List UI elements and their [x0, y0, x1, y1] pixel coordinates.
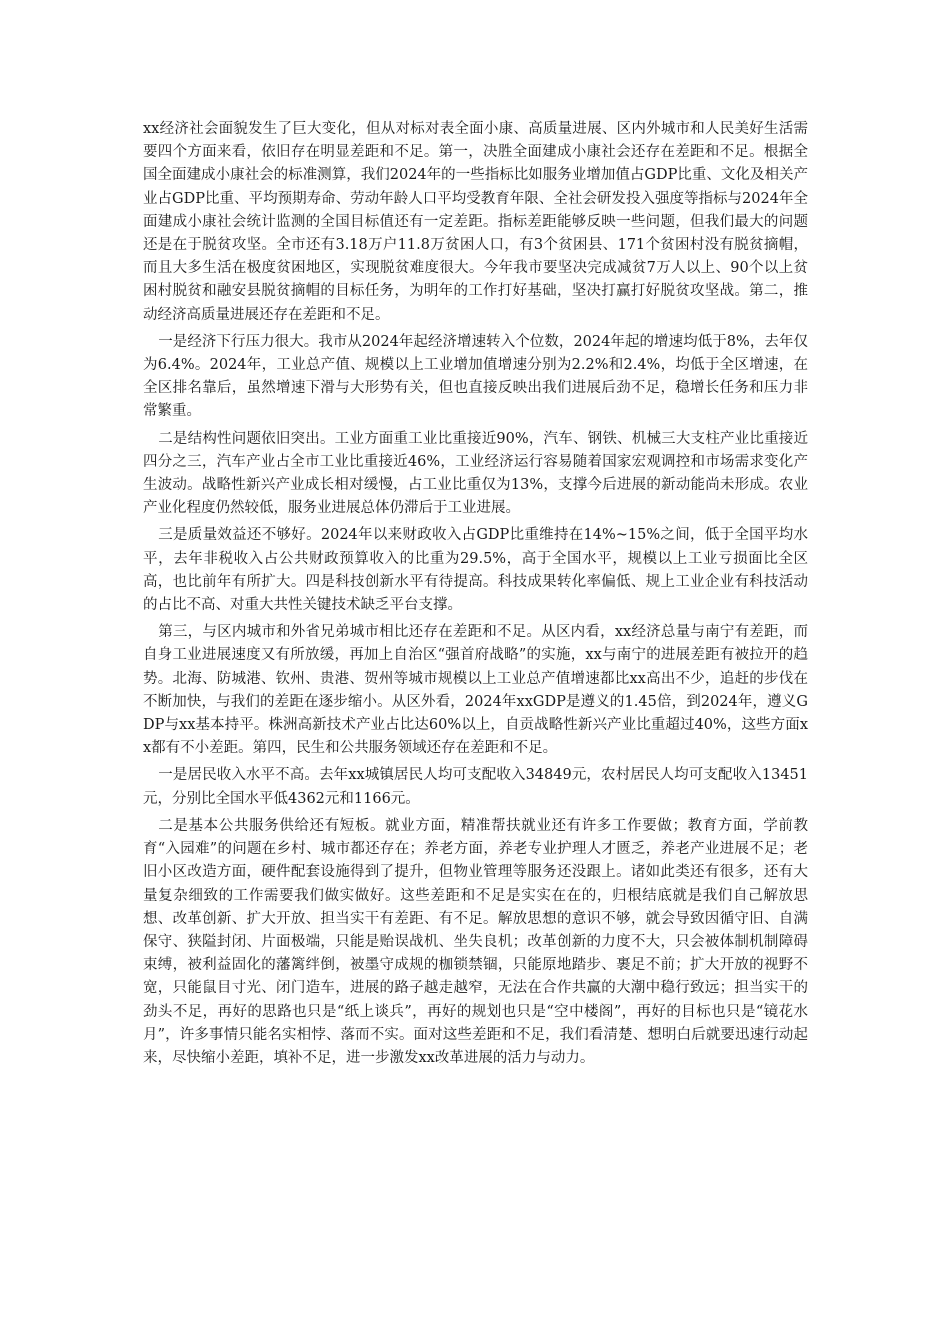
paragraph-economic-pressure: 一是经济下行压力很大。我市从2024年起经济增速转入个位数，2024年起的增速均低于8%，去年仅为6.4%。2024年，工业总产值、规模以上工业增加值增速分别为2.2%和2.4%，均低于全区增速，在全区排名靠后，虽然增速下滑与大形势有关，但也直接反映出我们进展后劲不足，稳增长任务和压力非常繁重。: [143, 333, 808, 420]
document-body: [143, 118, 808, 1070]
paragraph-city-comparison: 第三，与区内城市和外省兄弟城市相比还存在差距和不足。从区内看，xx经济总量与南宁有差距，而自身工业进展速度又有所放缓，再加上自治区“强首府战略”的实施，xx与南宁的进展差距有被拉开的趋势。北海、防城港、钦州、贵港、贺州等城市规模以上工业总产值增速都比xx高出不少，追赶的步伐在不断加快，与我们的差距在逐步缩小。从区外看，2024年xxGDP是遵义的1.45倍，到2024年，遵义GDP与xx基本持平。株洲高新技术产业占比达60%以上，自贡战略性新兴产业比重超过40%，这些方面xx都有不小差距。第四，民生和公共服务领域还存在差距和不足。: [143, 624, 808, 757]
paragraph-quality-efficiency: 三是质量效益还不够好。2024年以来财政收入占GDP比重维持在14%~15%之间，低于全国平均水平，去年非税收入占公共财政预算收入的比重为29.5%，高于全国水平，规模以上工业亏损面比全区高，也比前年有所扩大。四是科技创新水平有待提高。科技成果转化率偏低、规上工业企业有科技活动的占比不高、对重大共性关键技术缺乏平台支撑。: [143, 527, 808, 614]
paragraph-public-services: 二是基本公共服务供给还有短板。就业方面，精准帮扶就业还有许多工作要做；教育方面，学前教育“入园难”的问题在乡村、城市都还存在；养老方面，养老专业护理人才匮乏，养老产业进展不足；老旧小区改造方面，硬件配套设施得到了提升，但物业管理等服务还没跟上。诸如此类还有很多，还有大量复杂细致的工作需要我们做实做好。这些差距和不足是实实在在的，归根结底就是我们自己解放思想、改革创新、扩大开放、担当实干有差距、有不足。解放思想的意识不够，就会导致因循守旧、自满保守、狭隘封闭、片面极端，只能是贻误战机、坐失良机；改革创新的力度不大，只会被体制机制障碍束缚，被利益固化的藩篱绊倒，被墨守成规的枷锁禁锢，只能原地踏步、裹足不前；扩大开放的视野不宽，只能鼠目寸光、闭门造车，进展的路子越走越窄，无法在合作共赢的大潮中稳行致远；担当实干的劲头不足，再好的思路也只是“纸上谈兵”，再好的规划也只是“空中楼阁”，再好的目标也只是“镜花水月”，许多事情只能名实相悖、落而不实。面对这些差距和不足，我们看清楚、想明白后就要迅速行动起来，尽快缩小差距，填补不足，进一步激发xx改革进展的活力与动力。: [143, 817, 808, 1066]
paragraph-resident-income: 一是居民收入水平不高。去年xx城镇居民人均可支配收入34849元，农村居民人均可支配收入13451元，分别比全国水平低4362元和1166元。: [143, 767, 808, 807]
paragraph-intro: xx经济社会面貌发生了巨大变化，但从对标对表全面小康、高质量进展、区内外城市和人民美好生活需要四个方面来看，依旧存在明显差距和不足。第一，决胜全面建成小康社会还存在差距和不足。根据全国全面建成小康社会的标准测算，我们2024年的一些指标比如服务业增加值占GDP比重、文化及相关产业占GDP比重、平均预期寿命、劳动年龄人口平均受教育年限、全社会研发投入强度等指标与2024年全面建成小康社会统计监测的全国目标值还有一定差距。指标差距能够反映一些问题，但我们最大的问题还是在于脱贫攻坚。全市还有3.18万户11.8万贫困人口，有3个贫困县、171个贫困村没有脱贫摘帽，而且大多生活在极度贫困地区，实现脱贫难度很大。今年我市要坚决完成减贫7万人以上、90个以上贫困村脱贫和融安县脱贫摘帽的目标任务，为明年的工作打好基础，坚决打赢打好脱贫攻坚战。第二，推动经济高质量进展还存在差距和不足。: [143, 121, 808, 323]
paragraph-structural-issues: 二是结构性问题依旧突出。工业方面重工业比重接近90%，汽车、钢铁、机械三大支柱产业比重接近四分之三，汽车产业占全市工业比重接近46%，工业经济运行容易随着国家宏观调控和市场需求变化产生波动。战略性新兴产业成长相对缓慢，占工业比重仅为13%，支撑今后进展的新动能尚未形成。农业产业化程度仍然较低，服务业进展总体仍滞后于工业进展。: [143, 430, 808, 517]
